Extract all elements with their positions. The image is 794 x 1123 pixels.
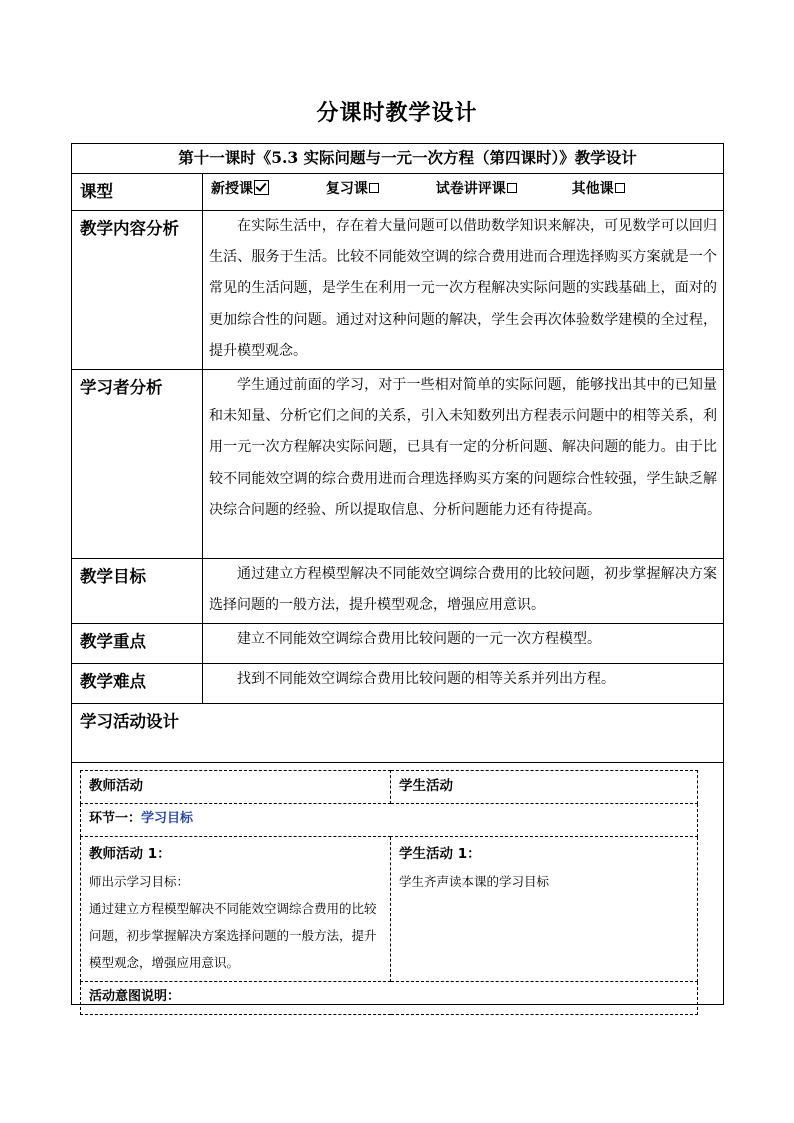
difficulties-label: 教学难点	[72, 664, 203, 704]
content-analysis-text: 在实际生活中，存在着大量问题可以借助数学知识来解决，可见数学可以回归生活、服务于生活。比较不同能效空调的综合费用进而合理选择购买方案就是一个常见的生活问题，是学生在利用一元一次方程解决实际问题的实践基础上，面对的更加综合性的问题。通过对这种问题的解决，学生会再次体验数学建模的全过程，提升模型观念。	[203, 211, 724, 370]
section-one-name: 学习目标	[141, 811, 194, 826]
learner-analysis-label: 学习者分析	[72, 370, 203, 559]
student-activity-header: 学生活动	[391, 771, 698, 804]
activity-table	[80, 770, 698, 1015]
option-new[interactable]: 新授课	[211, 174, 269, 204]
student-activity-1-title: 学生活动 1：	[399, 846, 481, 862]
key-points-label: 教学重点	[72, 624, 203, 664]
checkbox-icon[interactable]	[507, 183, 517, 193]
option-exam-review[interactable]: 试卷讲评课	[436, 174, 517, 204]
difficulties-text: 找到不同能效空调综合费用比较问题的相等关系并列出方程。	[203, 664, 724, 704]
student-activity-1	[391, 837, 698, 982]
objectives-text: 通过建立方程模型解决不同能效空调综合费用的比较问题，初步掌握解决方案选择问题的一般方法，提升模型观念，增强应用意识。	[203, 559, 724, 624]
teacher-activity-1-title: 教师活动 1：	[89, 846, 171, 862]
teacher-activity-1-line1: 师出示学习目标：	[89, 874, 190, 889]
checkbox-icon[interactable]	[615, 183, 625, 193]
checked-box-icon[interactable]	[254, 180, 269, 195]
lesson-title: 第十一课时《5.3 实际问题与一元一次方程（第四课时）》教学设计	[72, 144, 724, 174]
lesson-type-label: 课型	[72, 174, 203, 211]
teacher-activity-1	[81, 837, 391, 982]
activity-design-label: 学习活动设计	[72, 704, 724, 763]
activity-purpose-label: 活动意图说明：	[81, 982, 698, 1015]
page-title: 分课时教学设计	[316, 100, 478, 126]
student-activity-1-text: 学生齐声读本课的学习目标	[399, 874, 550, 889]
option-review[interactable]: 复习课	[326, 174, 379, 204]
lesson-type-options	[203, 174, 724, 211]
option-other[interactable]: 其他课	[572, 174, 625, 204]
checkbox-icon[interactable]	[369, 183, 379, 193]
learner-analysis-text: 学生通过前面的学习，对于一些相对简单的实际问题，能够找出其中的已知量和未知量、分析它们之间的关系，引入未知数列出方程表示问题中的相等关系，利用一元一次方程解决实际问题，已具有一定的分析问题、解决问题的能力。由于比较不同能效空调的综合费用进而合理选择购买方案的问题综合性较强，学生缺乏解决综合问题的经验、所以提取信息、分析问题能力还有待提高。	[203, 370, 724, 559]
objectives-label: 教学目标	[72, 559, 203, 624]
teacher-activity-1-text: 通过建立方程模型解决不同能效空调综合费用的比较问题，初步掌握解决方案选择问题的一般方法，提升模型观念，增强应用意识。	[89, 901, 377, 970]
section-one: 环节一：学习目标	[81, 804, 698, 837]
teacher-activity-header: 教师活动	[81, 771, 391, 804]
key-points-text: 建立不同能效空调综合费用比较问题的一元一次方程模型。	[203, 624, 724, 664]
content-analysis-label: 教学内容分析	[72, 211, 203, 370]
